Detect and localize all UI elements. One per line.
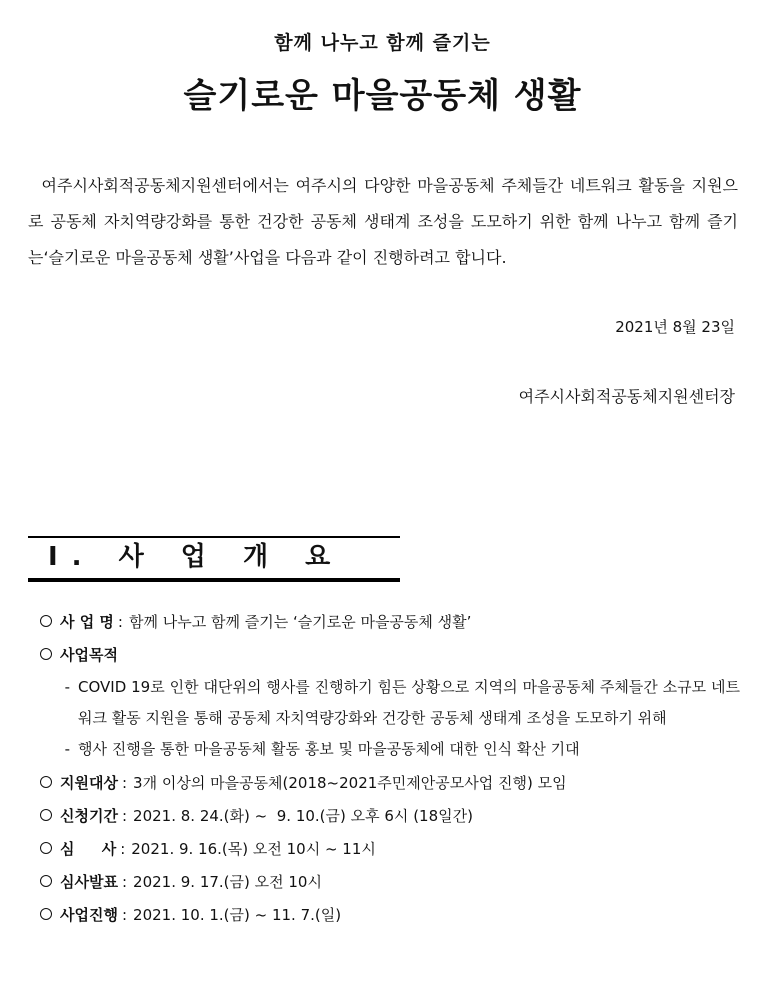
- section-top-rule: [28, 536, 400, 538]
- dash-marker: -: [64, 678, 70, 696]
- circle-bullet-icon: [40, 615, 52, 627]
- item-value: 3개 이상의 마을공동체(2018~2021주민제안공모사업 진행) 모임: [133, 774, 567, 792]
- item-label: 사업목적: [60, 646, 118, 664]
- purpose-point: [40, 672, 740, 734]
- item-colon: :: [121, 807, 128, 825]
- overview-list: [40, 606, 740, 932]
- item-value: 2021. 9. 16.(목) 오전 10시 ~ 11시: [131, 840, 376, 858]
- item-label: 사업진행: [60, 906, 118, 924]
- document-title: 슬기로운 마을공동체 생활: [183, 76, 582, 116]
- intro-paragraph: 여주시사회적공동체지원센터에서는 여주시의 다양한 마을공동체 주체들간 네트워크 활동을 지원으로 공동체 자치역량강화를 통한 건강한 공동체 생태계 조성을 도모하기 위한 함께 나누고 함께 즐기는‘슬기로운 마을공동체 생활’사업을 다음과 같이 진행하려고 합니다.: [28, 176, 739, 267]
- item-value: 2021. 10. 1.(금) ~ 11. 7.(일): [133, 906, 342, 924]
- item-colon: :: [120, 840, 126, 858]
- item-label: 지원대상: [60, 774, 118, 792]
- circle-bullet-icon: [40, 648, 52, 660]
- item-colon: :: [121, 873, 128, 891]
- item-label: 심사발표: [60, 873, 118, 891]
- item-value: 2021. 9. 17.(금) 오전 10시: [133, 873, 322, 891]
- item-apply-period: [40, 800, 740, 833]
- item-value: 2021. 8. 24.(화) ~ 9. 10.(금) 오후 6시 (18일간): [133, 807, 473, 825]
- circle-bullet-icon: [40, 842, 52, 854]
- document-subtitle: 함께 나누고 함께 즐기는: [274, 32, 491, 54]
- item-colon: :: [117, 613, 123, 631]
- purpose-text: 행사 진행을 통한 마을공동체 활동 홍보 및 마을공동체에 대한 인식 확산 기대: [78, 740, 580, 758]
- purpose-point: [40, 734, 740, 765]
- item-project-name: [40, 606, 740, 639]
- circle-bullet-icon: [40, 776, 52, 788]
- section-bottom-rule: [28, 578, 400, 582]
- purpose-text: COVID 19로 인한 대단위의 행사를 진행하기 힘든 상황으로 지역의 마을공동체 주체들간 소규모 네트워크 활동 지원을 통해 공동체 자치역량강화와 건강한 공동체 생태계 조성을 도모하기 위해: [78, 678, 740, 727]
- item-colon: :: [121, 774, 128, 792]
- dash-marker: -: [64, 740, 70, 758]
- circle-bullet-icon: [40, 809, 52, 821]
- item-review: [40, 833, 740, 866]
- item-progress: [40, 899, 740, 932]
- item-purpose: [40, 639, 740, 672]
- section-title: Ⅰ. 사 업 개 요: [48, 542, 345, 572]
- circle-bullet-icon: [40, 875, 52, 887]
- item-colon: :: [121, 906, 128, 924]
- signature: 여주시사회적공동체지원센터장: [518, 387, 735, 406]
- item-label: 사 업 명: [60, 613, 114, 631]
- item-announce: [40, 866, 740, 899]
- item-target: [40, 767, 740, 800]
- document-date: 2021년 8월 23일: [615, 318, 735, 336]
- item-label: 신청기간: [60, 807, 118, 825]
- item-label: 심 사: [60, 840, 117, 858]
- circle-bullet-icon: [40, 908, 52, 920]
- item-value: 함께 나누고 함께 즐기는 ‘슬기로운 마을공동체 생활’: [128, 613, 472, 631]
